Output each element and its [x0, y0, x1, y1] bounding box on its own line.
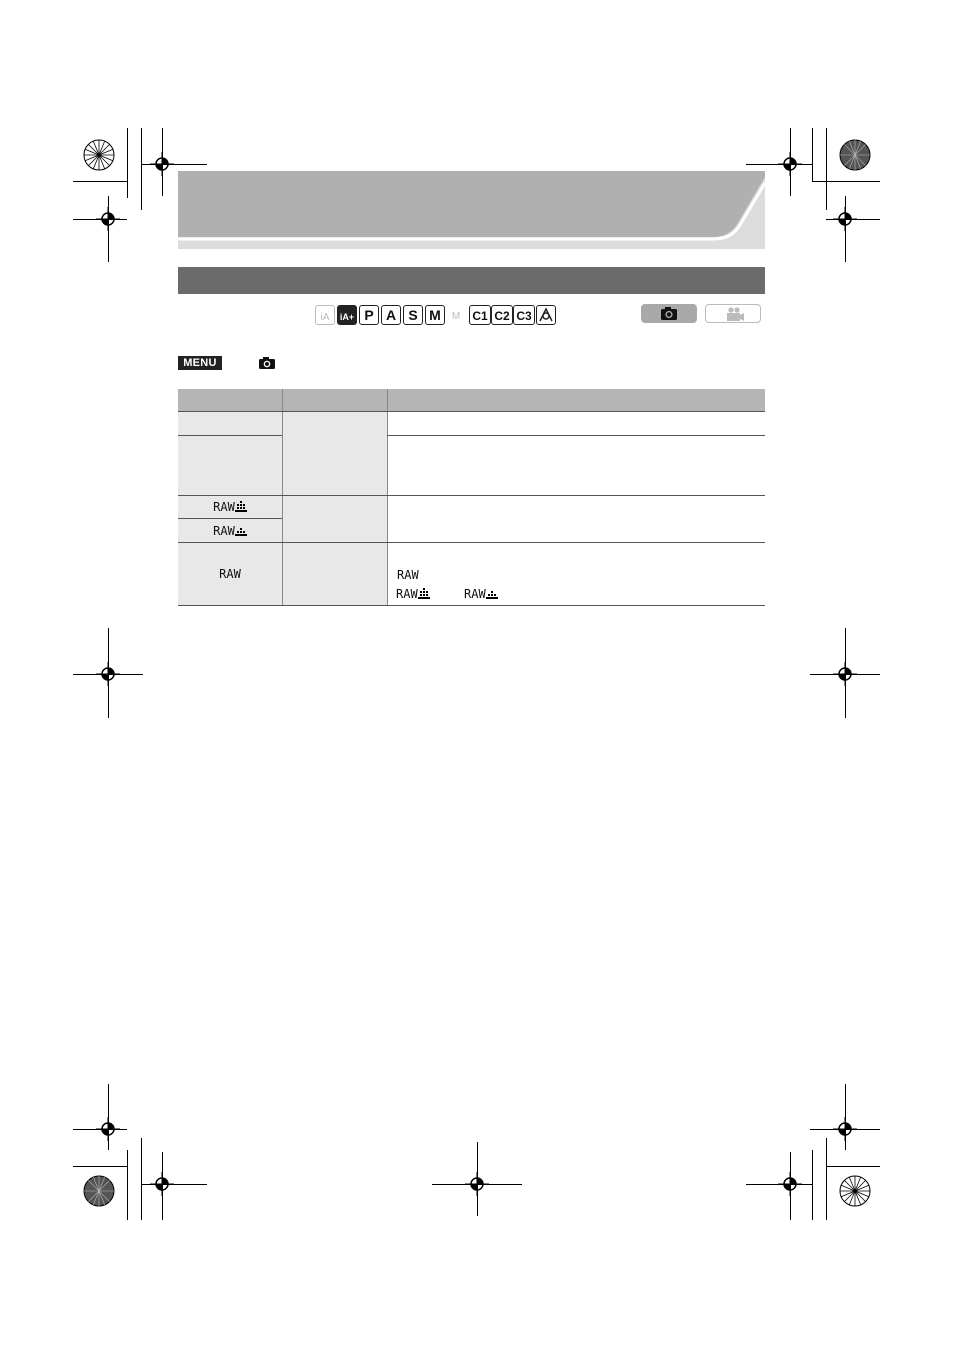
crop-line [141, 164, 207, 165]
section-header-bar [178, 267, 765, 294]
table-row-raw-fine [178, 496, 282, 518]
fine-quality-icon [418, 588, 430, 599]
crop-line [845, 628, 846, 718]
note-raw-standard [464, 587, 498, 601]
menu-badge: MENU [178, 356, 222, 370]
crop-line [141, 1184, 207, 1185]
mode-icon-c3 [513, 305, 535, 325]
table-row-1-desc [387, 412, 765, 435]
mode-icon-p [359, 305, 379, 325]
crop-line [826, 128, 827, 210]
video-camera-icon [706, 305, 762, 324]
mode-label: S [408, 307, 418, 323]
note-raw-text: RAW [397, 568, 419, 582]
mode-label: A [385, 307, 397, 323]
table-row-1-label [178, 412, 282, 435]
mode-icon-c1 [469, 305, 491, 325]
crop-line [790, 128, 791, 196]
fine-quality-icon [235, 501, 247, 512]
crop-line [108, 628, 109, 718]
camera-icon [258, 356, 276, 370]
crop-line [73, 219, 127, 220]
mode-label: iA+ [339, 312, 355, 322]
crop-line [812, 1150, 813, 1220]
standard-quality-icon [486, 588, 498, 599]
color-registration-starburst-icon [839, 1175, 871, 1207]
raw-fine-label [178, 500, 282, 514]
crop-line [812, 128, 813, 182]
crop-line [826, 1138, 827, 1220]
crop-line [845, 1084, 846, 1150]
note-raw-standard-text: RAW [464, 587, 486, 601]
table-group-2-format [282, 496, 387, 542]
table-group-2-desc [387, 496, 765, 542]
gray-registration-starburst-icon [83, 1175, 115, 1207]
mode-icon-a [381, 305, 401, 325]
crop-line [162, 128, 163, 196]
crop-line [162, 1152, 163, 1220]
note-raw-fine-text: RAW [396, 587, 418, 601]
crop-line [108, 1084, 109, 1150]
crop-line [746, 1184, 812, 1185]
mode-icon-m [425, 305, 445, 325]
table-row-2-desc [387, 436, 765, 495]
mode-icon-intelligent-auto [315, 305, 335, 325]
crop-line [73, 1129, 127, 1130]
crop-line [826, 1166, 880, 1167]
photo-menu-tab [641, 304, 697, 323]
mode-label: C1 [472, 309, 488, 323]
mode-label: iA [320, 312, 330, 323]
crop-line [845, 196, 846, 262]
table-group-3-desc [387, 543, 765, 605]
crop-line [73, 1166, 127, 1167]
camera-icon [641, 304, 697, 323]
crop-line [127, 128, 128, 198]
crop-line [127, 1150, 128, 1220]
crop-line [141, 1138, 142, 1220]
raw-fine-text: RAW [213, 500, 235, 514]
mode-icon-c2 [491, 305, 513, 325]
raw-standard-text: RAW [213, 524, 235, 538]
crop-line [790, 1152, 791, 1220]
crop-line [108, 196, 109, 262]
standard-quality-icon [235, 525, 247, 536]
table-row-raw [178, 543, 282, 605]
crop-line [477, 1142, 478, 1216]
crop-line [812, 181, 880, 182]
note-raw-fine [396, 587, 430, 601]
mode-label: M [429, 307, 441, 323]
raw-standard-label [178, 524, 282, 538]
table-header-row [178, 389, 765, 411]
table-group-1-format [282, 412, 387, 495]
gray-registration-starburst-icon [839, 139, 871, 171]
crop-line [141, 128, 142, 210]
mode-icon-intelligent-auto-plus [337, 305, 357, 325]
mode-icon-creative-video [447, 305, 465, 323]
mode-label: C3 [516, 309, 532, 323]
crop-line [73, 181, 127, 182]
table-group-3-format [282, 543, 387, 605]
mode-label: M [451, 311, 461, 322]
table-row-raw-standard [178, 519, 282, 542]
mode-label: C2 [494, 309, 510, 323]
color-registration-starburst-icon [83, 139, 115, 171]
chapter-title-banner [178, 171, 765, 249]
crop-line [746, 164, 812, 165]
crop-line [826, 219, 880, 220]
raw-label: RAW [219, 567, 241, 581]
mode-label: P [364, 307, 374, 323]
video-menu-tab [705, 304, 761, 323]
creative-control-icon [536, 305, 556, 325]
mode-icon-s [403, 305, 423, 325]
table-row-2-label [178, 436, 282, 495]
